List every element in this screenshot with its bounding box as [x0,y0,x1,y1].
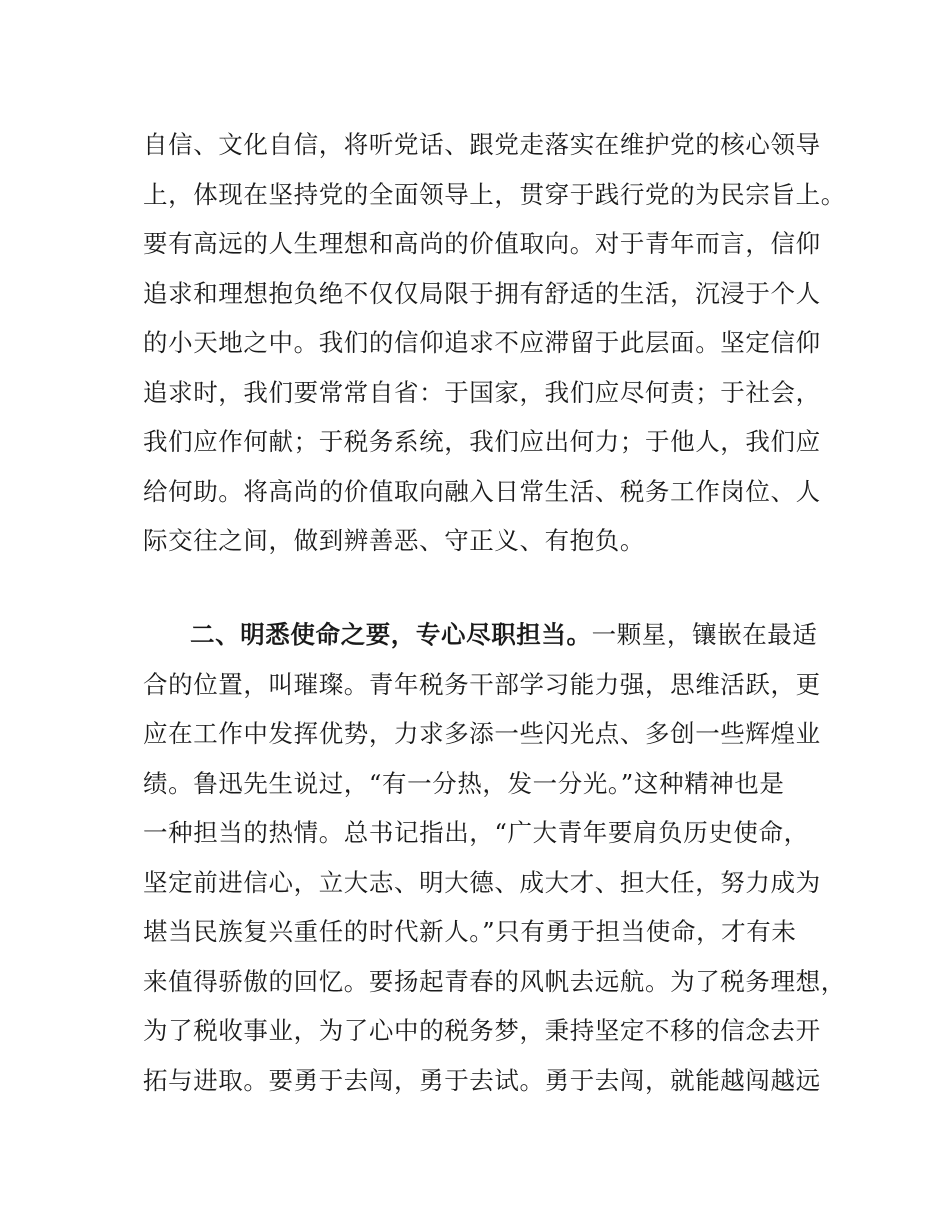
text-line: 应在工作中发挥优势，力求多添一些闪光点、多创一些辉煌业 [143,719,821,748]
text-line: 绩。鲁迅先生说过，“有一分热，发一分光。”这种精神也是 [143,768,785,798]
text-line: 追求时，我们要常常自省：于国家，我们应尽何责；于社会， [143,377,821,407]
text-line: 上，体现在坚持党的全面领导上，贯穿于践行党的为民宗旨上。 [143,179,846,209]
text-line: 拓与进取。要勇于去闯，勇于去试。勇于去闯，就能越闯越远 [143,1065,821,1095]
text-line: 为了税收事业，为了心中的税务梦，秉持坚定不移的信念去开 [143,1016,821,1045]
section-heading: 二、明悉使命之要，专心尽职担当。 [190,620,592,649]
text-line: 要有高远的人生理想和高尚的价值取向。对于青年而言，信仰 [143,229,821,258]
text-line: 我们应作何献；于税务系统，我们应出何力；于他人，我们应 [143,427,821,456]
text-line: 追求和理想抱负绝不仅仅局限于拥有舒适的生活，沉浸于个人 [143,278,821,308]
text-line: 的小天地之中。我们的信仰追求不应滞留于此层面。坚定信仰 [143,328,821,357]
paragraph-mission [143,610,846,1105]
text-line: 坚定前进信心，立大志、明大德、成大才、担大任，努力成为 [143,867,821,897]
text-line: 来值得骄傲的回忆。要扬起青春的风帆去远航。为了税务理想， [143,966,846,996]
text-line: 堪当民族复兴重任的时代新人。”只有勇于担当使命，才有未 [143,917,797,946]
text-line: 自信、文化自信，将听党话、跟党走落实在维护党的核心领导 [143,130,821,159]
first-line-rest: 一颗星，镶嵌在最适 [591,620,818,649]
text-line: 合的位置，叫璀璨。青年税务干部学习能力强，思维活跃，更 [143,669,821,699]
paragraph-core-leadership [143,120,846,566]
text-line: 一种担当的热情。总书记指出，“广大青年要肩负历史使命， [143,818,809,847]
text-line: 际交往之间，做到辨善恶、守正义、有抱负。 [143,526,645,555]
paragraph-first-line [143,610,833,660]
text-line: 给何助。将高尚的价值取向融入日常生活、税务工作岗位、人 [143,476,821,506]
